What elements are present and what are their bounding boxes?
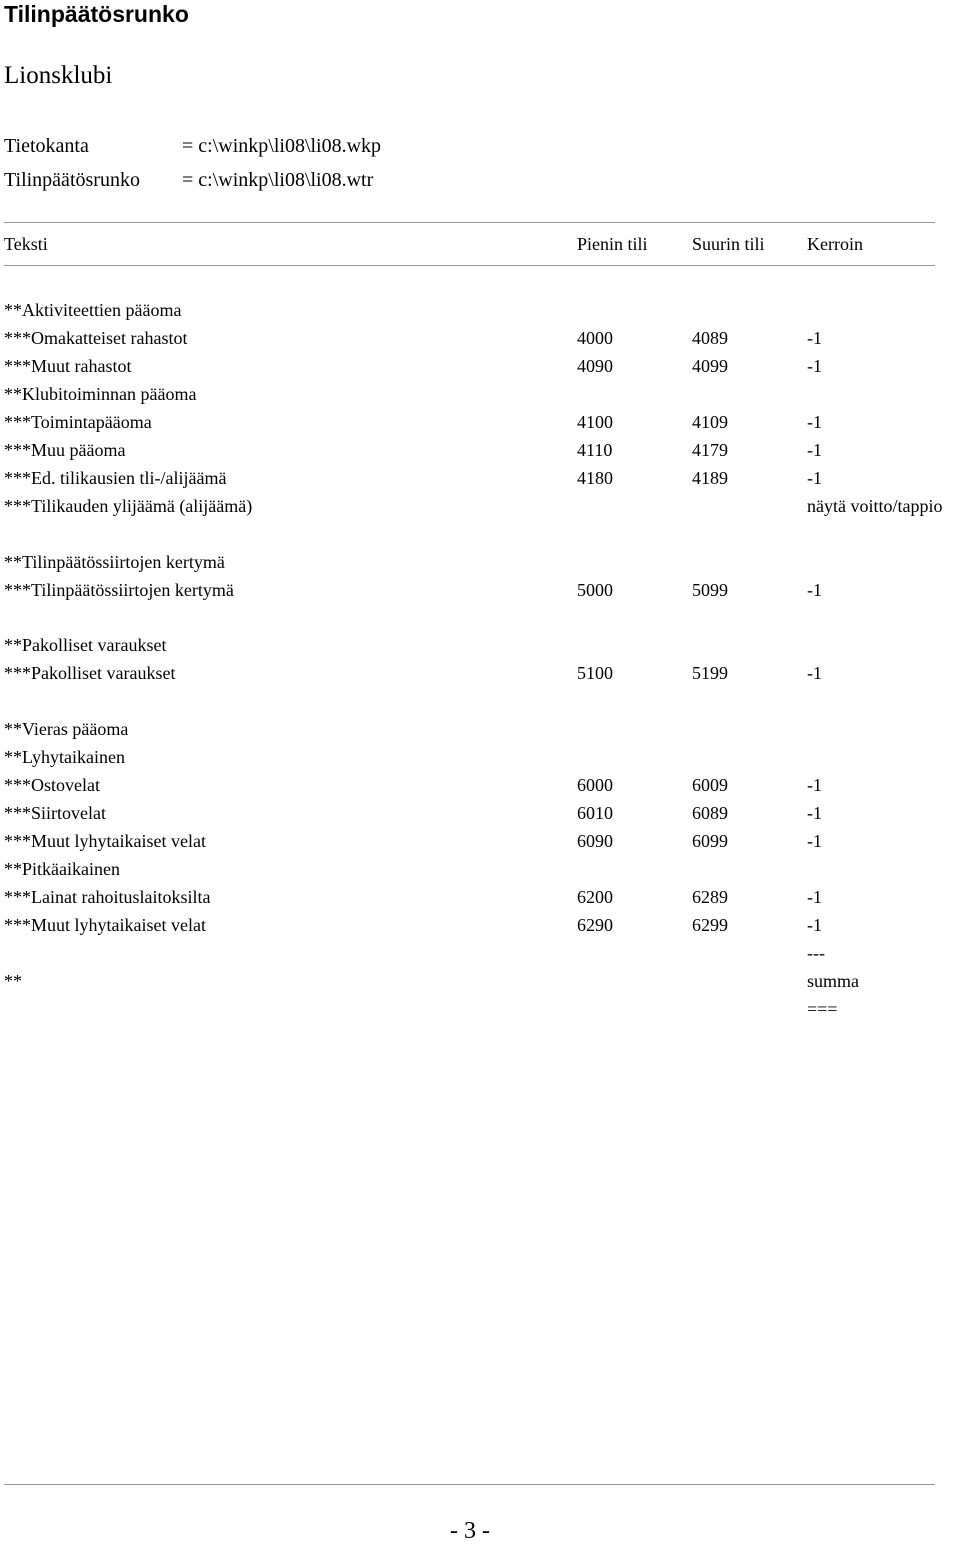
row-mult-cell: summa (807, 971, 859, 991)
row-mult-cell: --- (807, 943, 825, 963)
row-min-cell: 6010 (577, 803, 613, 823)
row-max-cell: 4179 (692, 440, 728, 460)
row-max-cell: 6009 (692, 775, 728, 795)
row-min-cell: 4000 (577, 328, 613, 348)
row-text-cell: ***Muu pääoma (4, 440, 126, 460)
row-text-cell: ***Toimintapääoma (4, 412, 152, 432)
row-text-cell: ***Tilikauden ylijäämä (alijäämä) (4, 496, 253, 516)
meta-value-template: = c:\winkp\li08\li08.wtr (182, 169, 374, 191)
row-text-cell: ***Tilinpäätössiirtojen kertymä (4, 580, 234, 600)
row-mult-cell: -1 (807, 663, 822, 683)
row-mult-cell: näytä voitto/tappio (807, 496, 943, 516)
row-text-cell: **Tilinpäätössiirtojen kertymä (4, 552, 225, 572)
document-subtitle: Lionsklubi (4, 62, 113, 89)
row-min-cell: 4090 (577, 356, 613, 376)
row-mult-cell: -1 (807, 412, 822, 432)
row-mult-cell: -1 (807, 775, 822, 795)
row-max-cell: 4109 (692, 412, 728, 432)
row-mult-cell: -1 (807, 328, 822, 348)
row-min-cell: 6290 (577, 915, 613, 935)
row-text-cell: ** (4, 971, 22, 991)
row-text-cell: ***Lainat rahoituslaitoksilta (4, 887, 211, 907)
column-header-max-account: Suurin tili (692, 234, 765, 254)
row-min-cell: 5000 (577, 580, 613, 600)
row-mult-cell: -1 (807, 440, 822, 460)
row-text-cell: **Lyhytaikainen (4, 747, 125, 767)
row-mult-cell: -1 (807, 915, 822, 935)
row-mult-cell: -1 (807, 887, 822, 907)
row-mult-cell: -1 (807, 831, 822, 851)
meta-value-database: = c:\winkp\li08\li08.wkp (182, 135, 382, 157)
page-number: - 3 - (450, 1518, 490, 1544)
meta-label-template: Tilinpäätösrunko (4, 169, 140, 191)
row-max-cell: 6089 (692, 803, 728, 823)
row-text-cell: ***Muut lyhytaikaiset velat (4, 831, 206, 851)
row-mult-cell: -1 (807, 356, 822, 376)
row-text-cell: ***Pakolliset varaukset (4, 663, 176, 683)
row-min-cell: 6090 (577, 831, 613, 851)
column-header-text: Teksti (4, 234, 48, 254)
header-top-rule (4, 222, 935, 223)
row-max-cell: 6289 (692, 887, 728, 907)
document-title: Tilinpäätösrunko (4, 1, 189, 27)
row-text-cell: ***Ostovelat (4, 775, 100, 795)
row-min-cell: 4100 (577, 412, 613, 432)
row-min-cell: 4180 (577, 468, 613, 488)
row-max-cell: 5099 (692, 580, 728, 600)
row-mult-cell: -1 (807, 580, 822, 600)
row-text-cell: ***Muut lyhytaikaiset velat (4, 915, 206, 935)
row-min-cell: 6000 (577, 775, 613, 795)
row-text-cell: ***Omakatteiset rahastot (4, 328, 188, 348)
row-text-cell: **Pitkäaikainen (4, 859, 120, 879)
row-min-cell: 4110 (577, 440, 613, 460)
column-header-min-account: Pienin tili (577, 234, 648, 254)
row-text-cell: **Vieras pääoma (4, 719, 129, 739)
row-max-cell: 4089 (692, 328, 728, 348)
row-max-cell: 4099 (692, 356, 728, 376)
row-max-cell: 6099 (692, 831, 728, 851)
row-text-cell: ***Muut rahastot (4, 356, 132, 376)
row-min-cell: 5100 (577, 663, 613, 683)
row-text-cell: **Klubitoiminnan pääoma (4, 384, 197, 404)
row-text-cell: **Aktiviteettien pääoma (4, 300, 182, 320)
row-mult-cell: === (807, 999, 838, 1019)
row-min-cell: 6200 (577, 887, 613, 907)
column-header-multiplier: Kerroin (807, 234, 863, 254)
row-text-cell: ***Siirtovelat (4, 803, 106, 823)
header-bottom-rule (4, 265, 935, 266)
meta-label-database: Tietokanta (4, 135, 89, 157)
row-mult-cell: -1 (807, 468, 822, 488)
row-mult-cell: -1 (807, 803, 822, 823)
row-text-cell: ***Ed. tilikausien tli-/alijäämä (4, 468, 227, 488)
row-max-cell: 6299 (692, 915, 728, 935)
footer-rule (4, 1484, 935, 1485)
row-text-cell: **Pakolliset varaukset (4, 635, 167, 655)
row-max-cell: 4189 (692, 468, 728, 488)
row-max-cell: 5199 (692, 663, 728, 683)
